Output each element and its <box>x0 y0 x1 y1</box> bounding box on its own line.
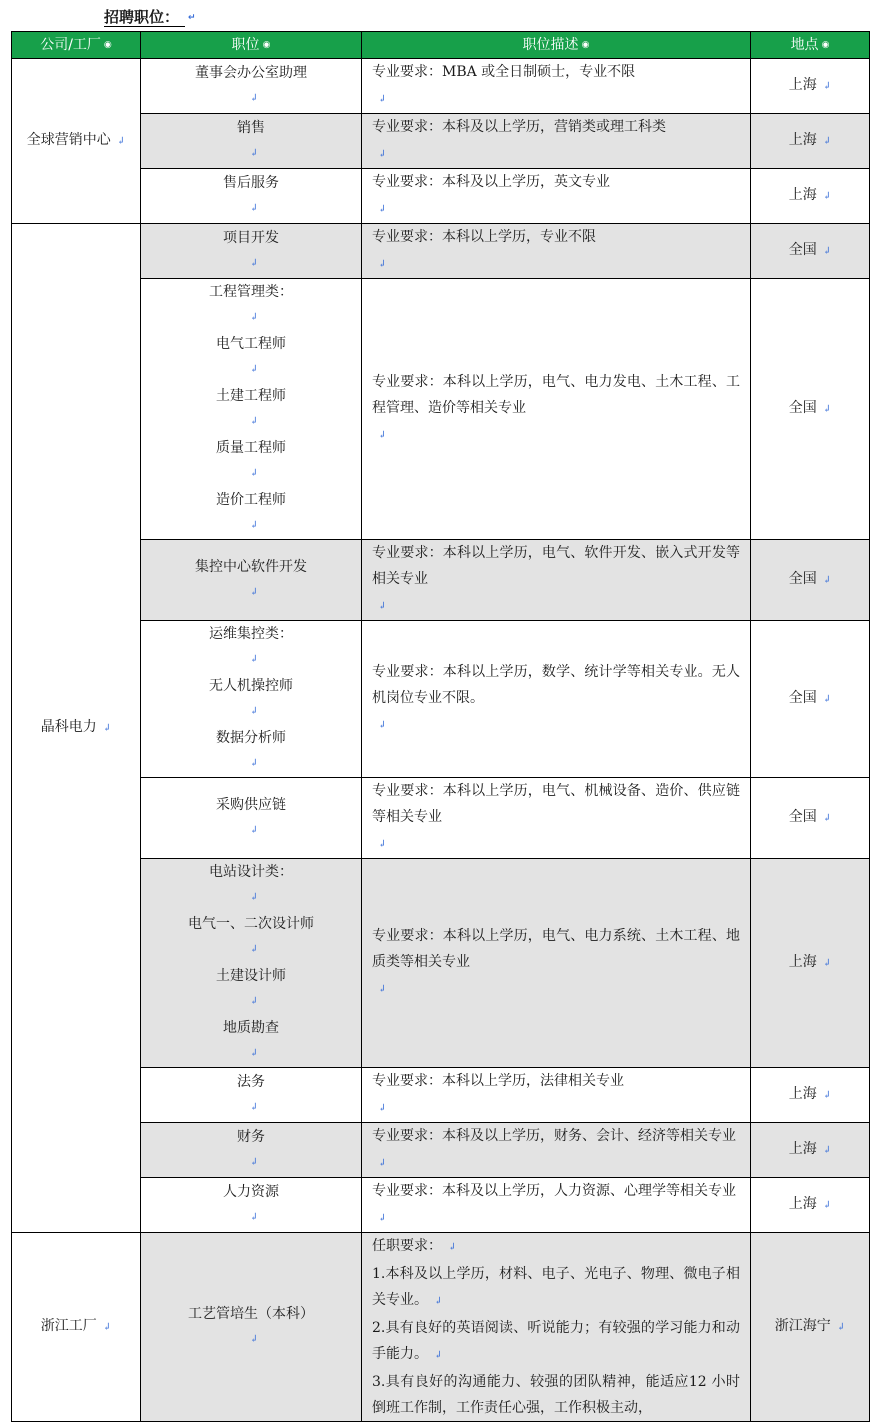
location-text: 上海 <box>788 77 817 93</box>
description-cell <box>362 859 751 1068</box>
paragraph-mark-icon: ↲ <box>249 520 259 531</box>
company-cell <box>12 224 141 1233</box>
position-name: 集控中心软件开发 ↲ <box>151 554 351 606</box>
position-name: 财务 ↲ <box>151 1124 351 1176</box>
paragraph-mark-icon: ↲ <box>249 654 259 665</box>
position-name: 人力资源 ↲ <box>151 1179 351 1231</box>
paragraph-mark-icon: ↲ <box>378 1158 387 1169</box>
page-title: 招聘职位： ↵ <box>104 8 196 26</box>
paragraph-mark-icon: ↲ <box>378 839 387 850</box>
location-cell <box>751 59 870 114</box>
description-cell <box>362 621 751 778</box>
paragraph-mark-icon: ↲ <box>378 149 387 160</box>
location-text: 上海 <box>788 187 817 203</box>
table-row <box>12 621 870 778</box>
position-name: 法务 ↲ <box>151 1069 351 1121</box>
position-name: 董事会办公室助理 ↲ <box>151 60 351 112</box>
location-text: 全国 <box>788 809 817 825</box>
location-cell <box>751 1233 870 1422</box>
description-text: 专业要求：本科及以上学历，财务、会计、经济等相关专业 <box>372 1128 736 1144</box>
position-cell <box>141 859 362 1068</box>
paragraph-mark-icon: ↲ <box>378 601 387 612</box>
position-cell <box>141 621 362 778</box>
recruitment-table <box>11 31 870 1422</box>
position-name: 土建工程师 ↲ <box>151 383 351 435</box>
header-description: 职位描述 ◉ <box>362 32 751 59</box>
position-cell <box>141 224 362 279</box>
location-text: 上海 <box>788 1086 817 1102</box>
position-name: 工程管理类： ↲ <box>151 279 351 331</box>
description-text: 1.本科及以上学历，材料、电子、光电子、物理、微电子相关专业。 ↲ <box>372 1266 740 1308</box>
paragraph-mark-icon: ↲ <box>249 1212 259 1223</box>
description-text: 专业要求：本科以上学历，法律相关专业 <box>372 1073 624 1089</box>
table-row <box>12 778 870 859</box>
paragraph-mark-icon: ↲ <box>378 259 387 270</box>
paragraph-mark-icon: ↲ <box>249 758 259 769</box>
description-text: 3.具有良好的沟通能力、较强的团队精神，能适应12 小时倒班工作制，工作责任心强，工作积极主动， <box>372 1374 740 1416</box>
paragraph-mark-icon: ↲ <box>378 204 387 215</box>
paragraph-mark-icon: ↲ <box>822 136 832 147</box>
paragraph-mark-icon: ↲ <box>249 203 259 214</box>
paragraph-mark-icon: ↲ <box>249 1048 259 1059</box>
table-row <box>12 1068 870 1123</box>
paragraph-mark-icon: ↵ <box>188 12 196 23</box>
description-text: 专业要求：本科及以上学历，人力资源、心理学等相关专业 <box>372 1183 736 1199</box>
location-text: 全国 <box>788 242 817 258</box>
position-name: 电站设计类： ↲ <box>151 859 351 911</box>
paragraph-mark-icon: ↲ <box>836 1322 846 1333</box>
position-name: 项目开发 ↲ <box>151 225 351 277</box>
position-cell <box>141 778 362 859</box>
table-body <box>12 59 870 1422</box>
position-name: 采购供应链 ↲ <box>151 792 351 844</box>
company-name: 全球营销中心 <box>26 132 111 148</box>
paragraph-mark-icon: ↲ <box>378 720 387 731</box>
paragraph-mark-icon: ↲ <box>822 813 832 824</box>
paragraph-mark-icon: ↲ <box>378 94 387 105</box>
paragraph-mark-icon: ↲ <box>822 694 832 705</box>
header-company: 公司/工厂 ◉ <box>12 32 141 59</box>
paragraph-mark-icon: ↲ <box>448 1242 457 1253</box>
location-cell <box>751 621 870 778</box>
position-cell <box>141 279 362 540</box>
description-text: 任职要求： ↲ <box>372 1238 457 1254</box>
company-name: 晶科电力 <box>40 719 97 735</box>
paragraph-mark-icon: ↲ <box>249 825 259 836</box>
paragraph-mark-icon: ↲ <box>102 723 112 734</box>
position-name: 销售 ↲ <box>151 115 351 167</box>
description-cell <box>362 1178 751 1233</box>
position-name: 运维集控类： ↲ <box>151 621 351 673</box>
description-text: 专业要求：本科以上学历，电气、软件开发、嵌入式开发等相关专业 <box>372 545 740 587</box>
position-name: 工艺管培生（本科） ↲ <box>151 1301 351 1353</box>
paragraph-mark-icon: ↲ <box>822 1090 832 1101</box>
description-text: 专业要求：本科及以上学历，英文专业 <box>372 174 610 190</box>
description-cell <box>362 540 751 621</box>
paragraph-mark-icon: ↲ <box>822 1200 832 1211</box>
description-cell <box>362 114 751 169</box>
description-cell <box>362 224 751 279</box>
location-cell <box>751 1068 870 1123</box>
company-name: 浙江工厂 <box>40 1318 97 1334</box>
position-cell <box>141 169 362 224</box>
paragraph-mark-icon: ↲ <box>378 984 387 995</box>
paragraph-mark-icon: ↲ <box>822 191 832 202</box>
paragraph-mark-icon: ↲ <box>249 416 259 427</box>
location-text: 浙江海宁 <box>774 1318 831 1334</box>
paragraph-mark-icon: ↲ <box>249 587 259 598</box>
paragraph-mark-icon: ↲ <box>249 706 259 717</box>
position-cell <box>141 1178 362 1233</box>
description-cell <box>362 59 751 114</box>
position-name: 质量工程师 ↲ <box>151 435 351 487</box>
description-text: 2.具有良好的英语阅读、听说能力；有较强的学习能力和动手能力。 ↲ <box>372 1320 740 1362</box>
description-cell <box>362 1123 751 1178</box>
table-row <box>12 1233 870 1422</box>
description-text: 专业要求：本科以上学历，专业不限 <box>372 229 596 245</box>
location-cell <box>751 169 870 224</box>
location-cell <box>751 1178 870 1233</box>
paragraph-mark-icon: ↲ <box>249 1334 259 1345</box>
paragraph-mark-icon: ↲ <box>249 148 259 159</box>
position-name: 售后服务 ↲ <box>151 170 351 222</box>
header-row <box>12 32 870 59</box>
paragraph-mark-icon: ↲ <box>378 430 387 441</box>
paragraph-mark-icon: ↲ <box>249 312 259 323</box>
location-text: 上海 <box>788 1196 817 1212</box>
paragraph-mark-icon: ↲ <box>378 1213 387 1224</box>
location-text: 上海 <box>788 132 817 148</box>
paragraph-mark-icon: ↲ <box>249 1102 259 1113</box>
description-text: 专业要求：MBA 或全日制硕士，专业不限 <box>372 64 636 80</box>
position-name: 无人机操控师 ↲ <box>151 673 351 725</box>
header-position: 职位 ◉ <box>141 32 362 59</box>
company-cell <box>12 1233 141 1422</box>
location-text: 全国 <box>788 400 817 416</box>
description-text: 专业要求：本科以上学历，电气、电力系统、土木工程、地质类等相关专业 <box>372 928 740 970</box>
paragraph-mark-icon: ↲ <box>249 93 259 104</box>
location-cell <box>751 1123 870 1178</box>
description-text: 专业要求：本科以上学历，电气、机械设备、造价、供应链等相关专业 <box>372 783 740 825</box>
table-row <box>12 540 870 621</box>
paragraph-mark-icon: ↲ <box>822 246 832 257</box>
paragraph-mark-icon: ↲ <box>249 996 259 1007</box>
location-cell <box>751 114 870 169</box>
position-cell <box>141 540 362 621</box>
paragraph-mark-icon: ↲ <box>249 1157 259 1168</box>
table-row <box>12 1178 870 1233</box>
description-cell <box>362 778 751 859</box>
position-name: 地质勘查 ↲ <box>151 1015 351 1067</box>
location-text: 上海 <box>788 1141 817 1157</box>
location-cell <box>751 224 870 279</box>
company-cell <box>12 59 141 224</box>
paragraph-mark-icon: ↲ <box>822 81 832 92</box>
description-text: 专业要求：本科及以上学历，营销类或理工科类 <box>372 119 666 135</box>
table-row <box>12 114 870 169</box>
paragraph-mark-icon: ↲ <box>249 468 259 479</box>
paragraph-mark-icon: ↲ <box>249 944 259 955</box>
paragraph-mark-icon: ↲ <box>378 1103 387 1114</box>
position-cell <box>141 1233 362 1422</box>
position-cell <box>141 114 362 169</box>
position-name: 电气一、二次设计师 ↲ <box>151 911 351 963</box>
location-text: 全国 <box>788 690 817 706</box>
description-text: 专业要求：本科以上学历，数学、统计学等相关专业。无人机岗位专业不限。 <box>372 664 740 706</box>
position-name: 电气工程师 ↲ <box>151 331 351 383</box>
position-name: 数据分析师 ↲ <box>151 725 351 777</box>
table-row <box>12 279 870 540</box>
paragraph-mark-icon: ↲ <box>249 892 259 903</box>
description-text: 专业要求：本科以上学历，电气、电力发电、土木工程、工程管理、造价等相关专业 <box>372 374 740 416</box>
paragraph-mark-icon: ↲ <box>249 258 259 269</box>
position-name: 土建设计师 ↲ <box>151 963 351 1015</box>
position-name: 造价工程师 ↲ <box>151 487 351 539</box>
description-cell <box>362 169 751 224</box>
paragraph-mark-icon: ↲ <box>434 1296 443 1307</box>
position-cell <box>141 1068 362 1123</box>
table-row <box>12 224 870 279</box>
paragraph-mark-icon: ↲ <box>822 958 832 969</box>
paragraph-mark-icon: ↲ <box>116 136 126 147</box>
position-cell <box>141 59 362 114</box>
header-location: 地点 ◉ <box>751 32 870 59</box>
position-cell <box>141 1123 362 1178</box>
location-text: 上海 <box>788 954 817 970</box>
location-text: 全国 <box>788 571 817 587</box>
paragraph-mark-icon: ↲ <box>434 1350 443 1361</box>
location-cell <box>751 279 870 540</box>
description-cell <box>362 1233 751 1422</box>
location-cell <box>751 778 870 859</box>
table-row <box>12 859 870 1068</box>
table-row <box>12 1123 870 1178</box>
location-cell <box>751 540 870 621</box>
paragraph-mark-icon: ↲ <box>249 364 259 375</box>
location-cell <box>751 859 870 1068</box>
description-cell <box>362 279 751 540</box>
description-cell <box>362 1068 751 1123</box>
table-row <box>12 59 870 114</box>
paragraph-mark-icon: ↲ <box>822 1145 832 1156</box>
paragraph-mark-icon: ↲ <box>822 575 832 586</box>
paragraph-mark-icon: ↲ <box>102 1322 112 1333</box>
paragraph-mark-icon: ↲ <box>822 404 832 415</box>
table-row <box>12 169 870 224</box>
